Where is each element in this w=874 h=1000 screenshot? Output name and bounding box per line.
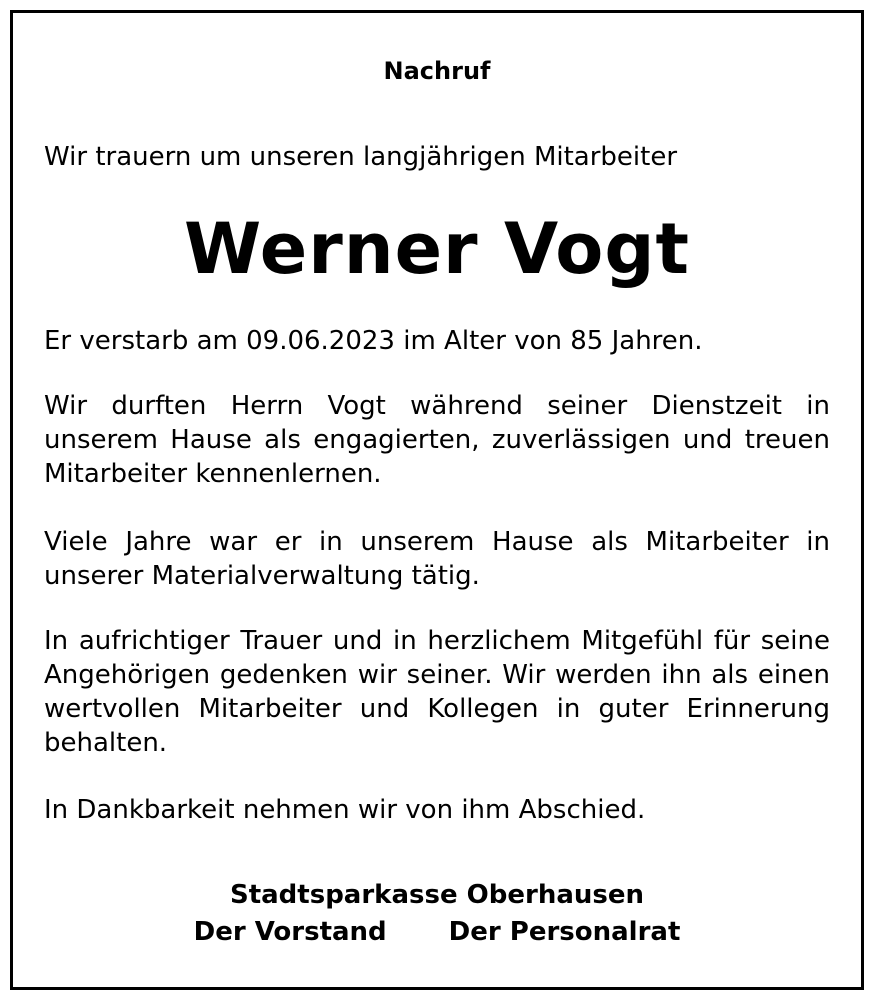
paragraph-farewell: In Dankbarkeit nehmen wir von ihm Abschied. [44, 795, 646, 825]
paragraph-condolence: In aufrichtiger Trauer und in herzlichem Mitgefühl für seine Angehörigen gedenken wir seiner. Wir werden ihn als einen wertvollen Mitarbeiter und Kollegen in guter Erinnerung behalten. [44, 626, 830, 758]
paragraph-service: Wir durften Herrn Vogt während seiner Dienstzeit in unserem Hause als engagierten, zuverlässigen und treuen Mitarbeiter kennenlernen. [44, 391, 830, 489]
signature-organization: Stadtsparkasse Oberhausen [229, 880, 645, 910]
paragraph-role: Viele Jahre war er in unserem Hause als Mitarbeiter in unserer Materialverwaltung tätig. [44, 527, 830, 591]
signature-staff-council: Der Personalrat [448, 917, 681, 947]
notice-intro: Wir trauern um unseren langjährigen Mitarbeiter [44, 142, 678, 172]
paragraph-death-date: Er verstarb am 09.06.2023 im Alter von 85 Jahren. [44, 326, 703, 356]
notice-heading: Nachruf [383, 57, 491, 85]
deceased-name: Werner Vogt [184, 208, 690, 290]
signature-row [44, 915, 830, 949]
signature-board: Der Vorstand [193, 917, 387, 947]
